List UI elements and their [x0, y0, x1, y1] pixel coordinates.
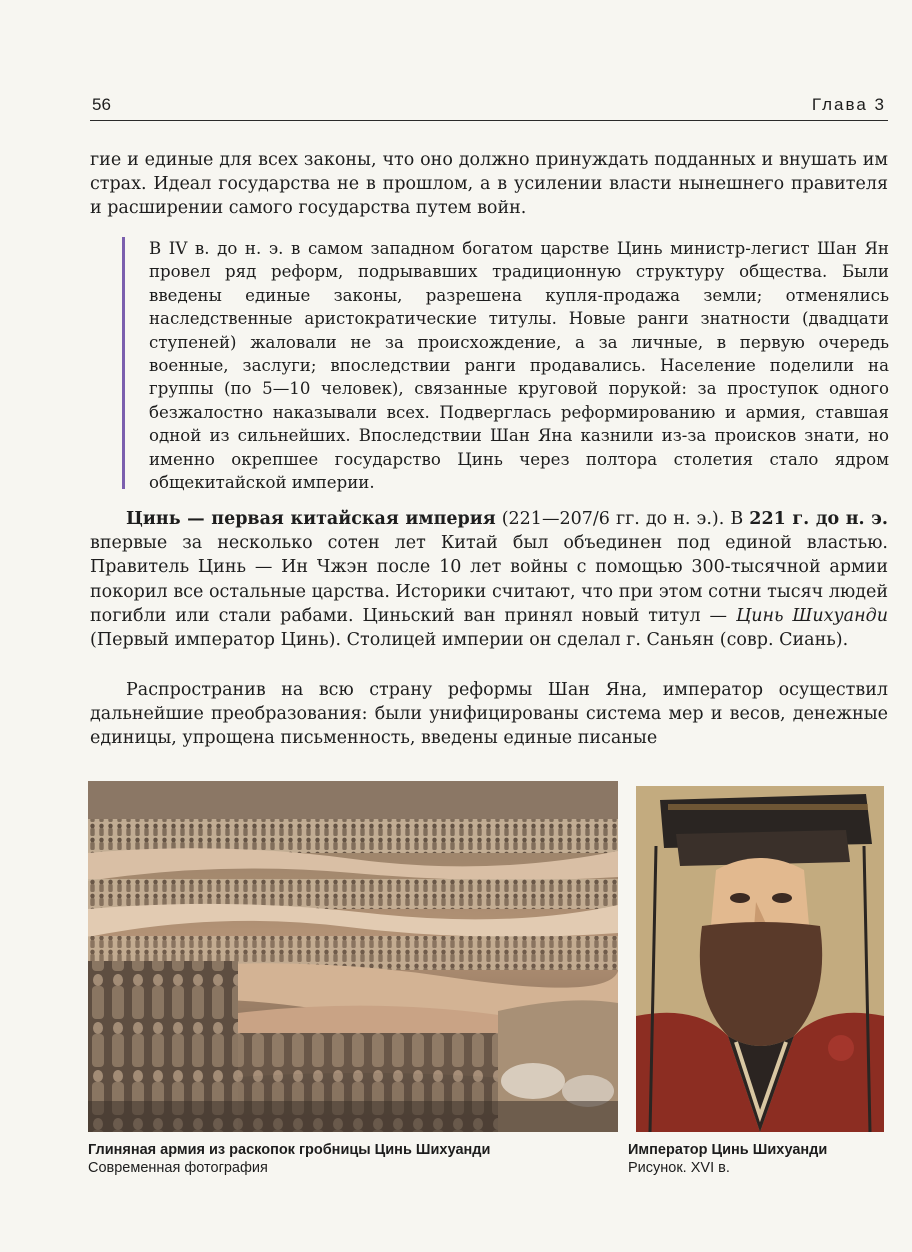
- army-caption-subtitle: Современная фотография: [88, 1160, 268, 1176]
- emperor-title-italic: Цинь Шихуанди: [735, 605, 888, 626]
- page-number: 56: [92, 95, 111, 114]
- dates-text: (221—207/6 гг. до н. э.). В: [495, 509, 750, 529]
- paragraph-continuation: гие и единые для всех законы, что оно должно принуждать подданных и внушать им страх. Идеал государства не в прошлом, а в усилении власти нынешнего правителя и расширении самого государства путем войн.: [90, 150, 888, 218]
- inset-text: В IV в. до н. э. в самом западном богатом царстве Цинь министр-легист Шан Ян провел ряд реформ, подрывавших традиционную структуру общества. Были введены единые законы, разрешена купля-продажа земли; отменялись наследственные аристократические титулы. Новые ранги знатности (двадцати ступеней) жаловали не за происхождение, а за личные, в первую очередь военные, заслуги; впоследствии ранги продавались. Население поделили на группы (по 5—10 человек), связанные круговой порукой: за проступок одного безжалостно наказывали всех. Подверглась реформированию и армия, ставшая одной из сильнейших. Впоследствии Шан Яна казнили из-за происков знати, но именно окрепшее государство Цинь через полтора столетия стало ядром общекитайской империи.: [149, 239, 889, 493]
- reform-inset-box: [122, 237, 889, 493]
- terracotta-army-photo: [88, 781, 618, 1132]
- paragraph-reforms: Распространив на всю страну реформы Шан Яна, император осуществил дальнейшие преобразования: были унифицированы система мер и весов, денежные единицы, упрощена письменность, введены единые писаные: [90, 680, 888, 748]
- emperor-caption-title: Император Цинь Шихуанди: [628, 1142, 828, 1158]
- paragraph-text-a: впервые за несколько сотен лет Китай был объединен под единой властью. Правитель Цинь — Ин Чжэн после 10 лет войны с помощью 300-тысячной армии покорил все остальные царства. Историки считают, что при этом сотни тысяч людей погибли или стали рабами. Циньский ван принял новый титул —: [90, 533, 888, 626]
- emperor-caption: [628, 1141, 888, 1177]
- paragraph-qin-empire: [90, 507, 888, 652]
- terracotta-army-image: [88, 781, 618, 1132]
- paragraph-text-b: (Первый император Цинь). Столицей империи он сделал г. Саньян (совр. Сиань).: [90, 630, 849, 651]
- army-caption-title: Глиняная армия из раскопок гробницы Цинь Шихуанди: [88, 1142, 491, 1158]
- emperor-portrait-image: [636, 786, 884, 1132]
- emperor-caption-subtitle: Рисунок. XVI в.: [628, 1160, 730, 1176]
- year-bold: 221 г. до н. э.: [749, 509, 888, 529]
- emperor-portrait: [636, 786, 884, 1132]
- page-header: [90, 94, 888, 121]
- army-caption: [88, 1141, 618, 1177]
- chapter-label: Глава 3: [811, 95, 886, 114]
- section-heading: Цинь — первая китайская империя: [126, 509, 496, 529]
